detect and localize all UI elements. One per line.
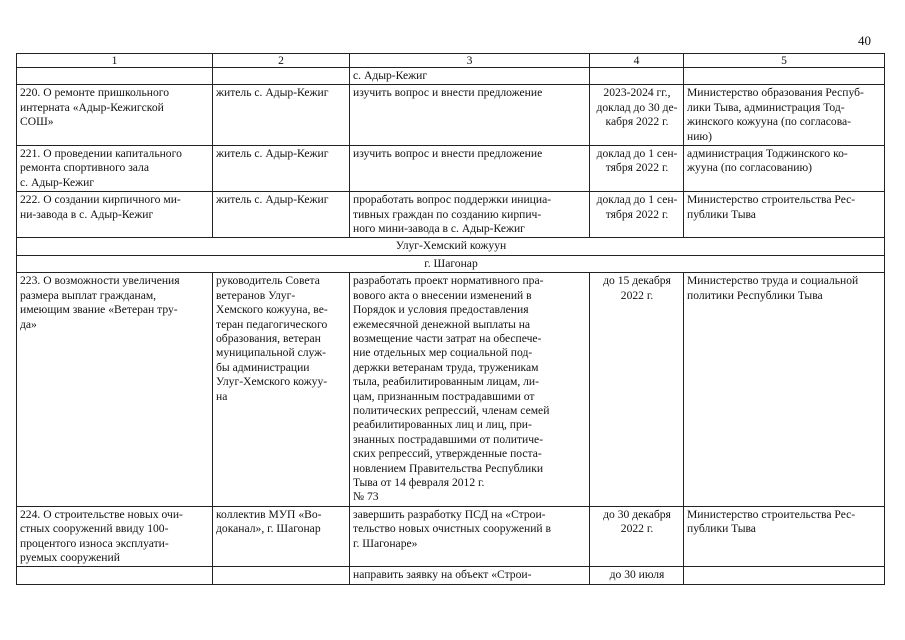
column-header: 1 xyxy=(17,54,213,68)
issue-cell: 223. О возможности увеличения размера выплат гражданам, имеющим звание «Ветеран тру- да» xyxy=(17,273,213,507)
table-row xyxy=(17,146,885,192)
responsible-cell: Министерство строительства Рес- публики Тыва xyxy=(684,506,885,567)
deadline-cell: до 30 июля xyxy=(590,567,684,584)
table-row xyxy=(17,506,885,567)
locality-label: с. Адыр-Кежиг xyxy=(350,68,590,85)
applicant-cell: житель с. Адыр-Кежиг xyxy=(213,192,350,238)
locality-row xyxy=(17,255,885,272)
deadline-cell: до 30 декабря 2022 г. xyxy=(590,506,684,567)
issue-cell: 224. О строительстве новых очи- стных сооружений ввиду 100- процентого износа эксплуати- руемых сооружений xyxy=(17,506,213,567)
issue-cell: 222. О создании кирпичного ми- ни-завода в с. Адыр-Кежиг xyxy=(17,192,213,238)
issue-cell: 220. О ремонте пришкольного интерната «Адыр-Кежигской СОШ» xyxy=(17,85,213,146)
deadline-cell: до 15 декабря 2022 г. xyxy=(590,273,684,507)
action-cell: изучить вопрос и внести предложение xyxy=(350,146,590,192)
column-number-row xyxy=(17,54,885,68)
page-number: 40 xyxy=(858,33,871,48)
applicant-cell: житель с. Адыр-Кежиг xyxy=(213,146,350,192)
deadline-cell: доклад до 1 сен- тября 2022 г. xyxy=(590,146,684,192)
action-cell: направить заявку на объект «Строи- xyxy=(350,567,590,584)
column-header: 3 xyxy=(350,54,590,68)
table-row xyxy=(17,85,885,146)
applicant-cell: руководитель Совета ветеранов Улуг- Хемского кожууна, ве- теран педагогического образования, ветеран муниципальной служ- бы администрации Улуг-Хемского кожуу- на xyxy=(213,273,350,507)
column-header: 2 xyxy=(213,54,350,68)
issue-cell: 221. О проведении капитального ремонта спортивного зала с. Адыр-Кежиг xyxy=(17,146,213,192)
column-header: 4 xyxy=(590,54,684,68)
responsible-cell: Министерство образования Респуб- лики Тыва, администрация Тод- жинского кожууна (по согласова- нию) xyxy=(684,85,885,146)
table-row xyxy=(17,192,885,238)
locality-heading: г. Шагонар xyxy=(17,255,885,272)
applicant-cell: житель с. Адыр-Кежиг xyxy=(213,85,350,146)
table-row xyxy=(17,567,885,584)
district-row xyxy=(17,238,885,255)
applicant-cell: коллектив МУП «Во- доканал», г. Шагонар xyxy=(213,506,350,567)
action-cell: проработать вопрос поддержки инициа- тивных граждан по созданию кирпич- ного мини-завода в с. Адыр-Кежиг xyxy=(350,192,590,238)
locality-row xyxy=(17,68,885,85)
action-cell: завершить разработку ПСД на «Строи- тельство новых очистных сооружений в г. Шагонаре» xyxy=(350,506,590,567)
district-heading: Улуг-Хемский кожуун xyxy=(17,238,885,255)
action-cell: изучить вопрос и внести предложение xyxy=(350,85,590,146)
responsible-cell: Министерство строительства Рес- публики Тыва xyxy=(684,192,885,238)
decisions-table xyxy=(16,53,885,585)
action-cell: разработать проект нормативного пра- вового акта о внесении изменений в Порядок и условия предоставления ежемесячной денежной выплаты на возмещение части затрат на обеспече- ние отдельных мер социальной под- держки ветеранам труда, труженикам тыла, реабилитированным лицам, ли- цам, признанным пострадавшими от политических репрессий, членам семей реабилитированных лиц и лиц, при- знанных пострадавшими от политиче- ских репрессий, утвержденные поста- новлением Правительства Республики Тыва от 14 февраля 2012 г. № 73 xyxy=(350,273,590,507)
deadline-cell: доклад до 1 сен- тября 2022 г. xyxy=(590,192,684,238)
deadline-cell: 2023-2024 гг., доклад до 30 де- кабря 2022 г. xyxy=(590,85,684,146)
responsible-cell: Министерство труда и социальной политики Республики Тыва xyxy=(684,273,885,507)
table-row xyxy=(17,273,885,507)
responsible-cell: администрация Тоджинского ко- жууна (по согласованию) xyxy=(684,146,885,192)
column-header: 5 xyxy=(684,54,885,68)
